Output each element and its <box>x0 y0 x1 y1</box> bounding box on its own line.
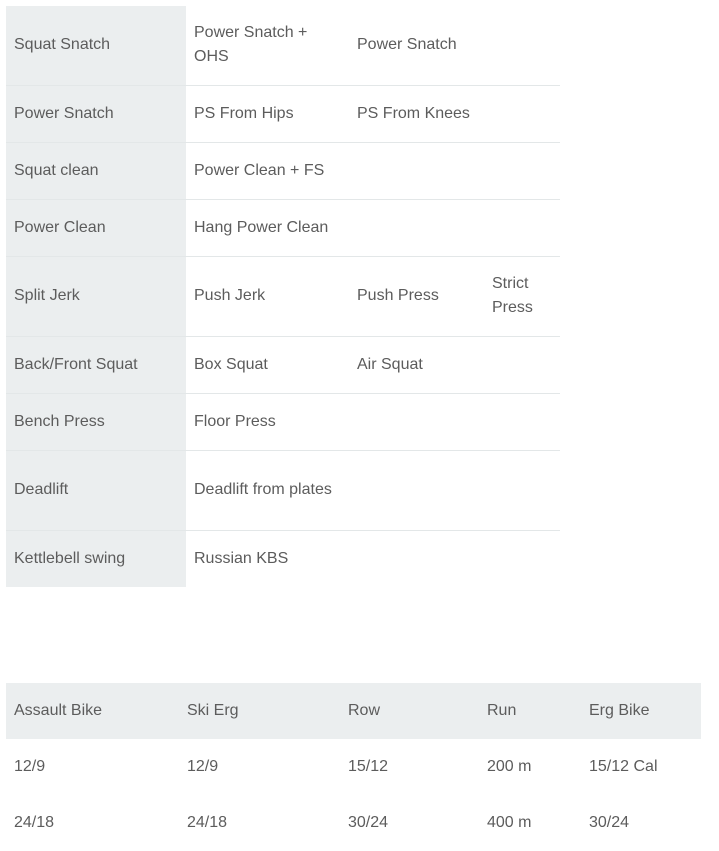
table-cell: 12/9 <box>187 758 219 775</box>
table-row <box>6 739 701 795</box>
table-cell: Strict Press <box>484 256 560 336</box>
table-cell: Floor Press <box>186 393 349 450</box>
table-row <box>6 530 560 587</box>
table-cell: Power Snatch + OHS <box>194 24 308 66</box>
table-cell <box>484 6 560 85</box>
table-cell: Back/Front Squat <box>6 336 186 393</box>
table-cell: Power Snatch <box>6 85 186 142</box>
cardio-table <box>6 683 701 851</box>
column-header: Ski Erg <box>179 683 340 739</box>
table-cell <box>484 142 560 199</box>
table-cell: Power Clean <box>6 199 186 256</box>
table-cell: PS From Knees <box>349 85 484 142</box>
table-cell: Squat clean <box>6 142 186 199</box>
table-cell <box>484 393 560 450</box>
table-cell: 24/18 <box>14 814 55 831</box>
table-cell <box>484 336 560 393</box>
table-cell <box>349 142 484 199</box>
table-cell <box>484 85 560 142</box>
column-header: Erg Bike <box>581 683 701 739</box>
table-row <box>6 199 560 256</box>
table-header-row <box>6 683 701 739</box>
table-row <box>6 85 560 142</box>
table-cell <box>349 393 484 450</box>
table-cell <box>484 450 560 530</box>
table-cell: Deadlift from plates <box>186 450 349 530</box>
column-header: Run <box>479 683 581 739</box>
table-cell: 15/12 <box>348 758 389 775</box>
table-cell: Box Squat <box>186 336 349 393</box>
table-row <box>6 142 560 199</box>
table-row <box>6 393 560 450</box>
table-row <box>6 450 560 530</box>
table-cell: 200 m <box>487 758 532 775</box>
table-row <box>6 6 560 85</box>
table-cell <box>349 199 484 256</box>
table-cell: 15/12 Cal <box>589 758 658 775</box>
movements-table <box>6 6 560 587</box>
table-row <box>6 795 701 851</box>
table-row <box>6 336 560 393</box>
table-cell <box>484 199 560 256</box>
table-cell: Hang Power Clean <box>186 199 349 256</box>
table-cell: 12/9 <box>14 758 46 775</box>
table-cell: Split Jerk <box>6 256 186 336</box>
table-cell: 400 m <box>487 814 532 831</box>
table-cell: Russian KBS <box>186 530 349 587</box>
table-cell: Power Clean + FS <box>186 142 349 199</box>
table-cell: Air Squat <box>349 336 484 393</box>
table-cell <box>484 530 560 587</box>
table-cell: Push Jerk <box>186 256 349 336</box>
table-cell: PS From Hips <box>186 85 349 142</box>
table-cell: Bench Press <box>6 393 186 450</box>
table-cell: Push Press <box>349 256 484 336</box>
table-cell <box>349 530 484 587</box>
table-cell: Squat Snatch <box>6 6 186 85</box>
table-cell: 24/18 <box>187 814 228 831</box>
column-header: Assault Bike <box>6 683 179 739</box>
table-cell: 30/24 <box>348 814 389 831</box>
table-cell: 30/24 <box>589 814 630 831</box>
table-row <box>6 256 560 336</box>
table-cell: Power Snatch <box>357 36 457 54</box>
column-header: Row <box>340 683 479 739</box>
table-cell: Kettlebell swing <box>6 530 186 587</box>
table-cell: Deadlift <box>6 450 186 530</box>
table-cell <box>349 450 484 530</box>
